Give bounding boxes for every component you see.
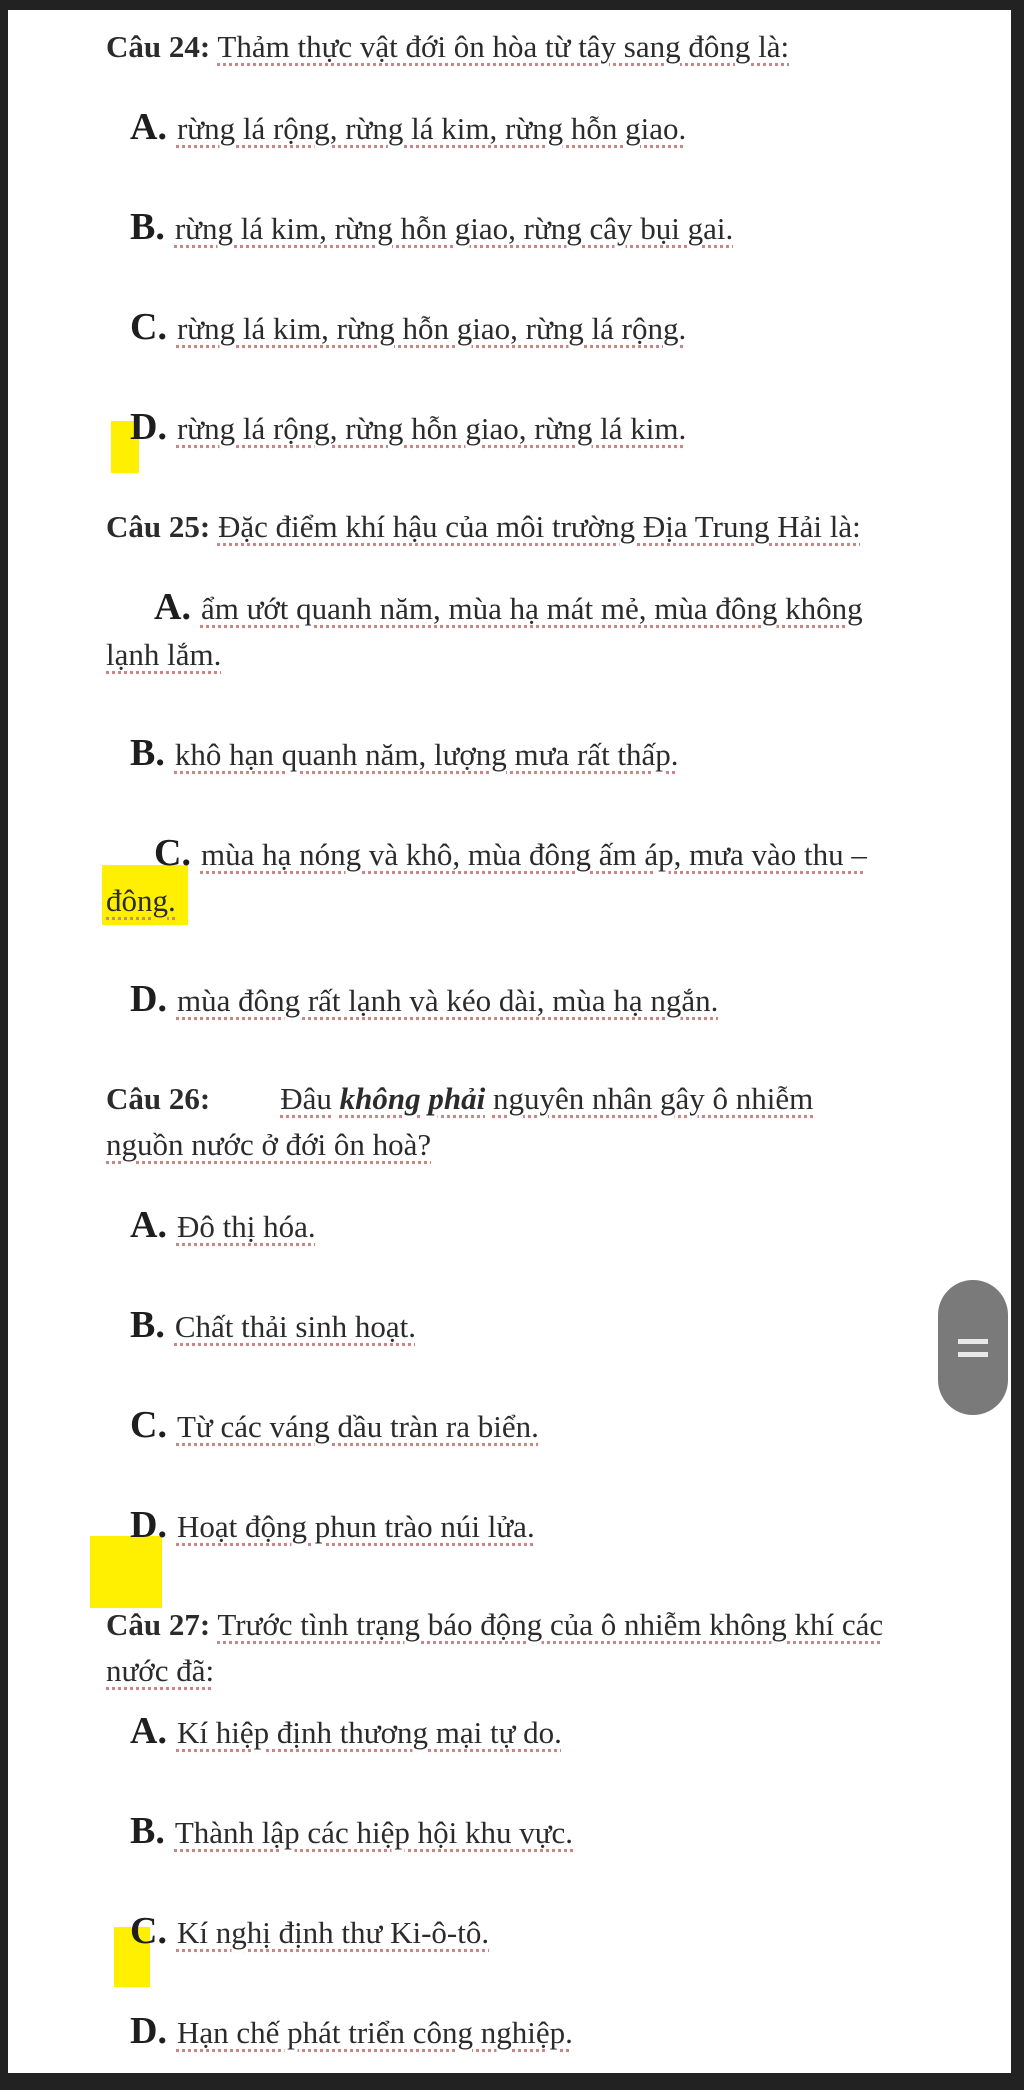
option-b <box>130 1302 886 1350</box>
option-letter: D. <box>130 2010 167 2052</box>
option-text: rừng lá rộng, rừng lá kim, rừng hỗn giao. <box>176 111 687 146</box>
option-d <box>130 1502 886 1550</box>
option-text: Chất thải sinh hoạt. <box>174 1309 416 1344</box>
option-letter: A. <box>154 586 191 628</box>
option-letter: B. <box>130 206 165 248</box>
scrollbar-thumb[interactable] <box>938 1280 1008 1415</box>
question-number: Câu 24: <box>106 29 211 64</box>
option-a <box>106 584 886 678</box>
question-27 <box>106 1602 886 2056</box>
option-d <box>130 2008 886 2056</box>
question-text: Trước tình trạng báo động của ô nhiễm không khí các nước đã: <box>106 1607 884 1688</box>
option-a <box>130 104 886 152</box>
question-stem <box>106 1076 886 1168</box>
option-a <box>130 1202 886 1250</box>
option-text: Hoạt động phun trào núi lửa. <box>176 1509 535 1544</box>
option-letter: B. <box>130 1810 165 1852</box>
option-text: Thành lập các hiệp hội khu vực. <box>174 1815 574 1850</box>
question-text: Thảm thực vật đới ôn hòa từ tây sang đông là: <box>217 29 790 64</box>
option-letter: D. <box>130 978 167 1020</box>
option-text: rừng lá kim, rừng hỗn giao, rừng lá rộng. <box>176 311 687 346</box>
option-letter: B. <box>130 732 165 774</box>
option-c <box>130 1402 886 1450</box>
option-text: Hạn chế phát triển công nghiệp. <box>176 2015 573 2050</box>
option-text: mùa hạ nóng và khô, mùa đông ấm áp, mưa vào thu – đông. <box>106 837 867 918</box>
question-stem <box>106 504 886 550</box>
option-letter: C. <box>130 1404 167 1446</box>
document-content <box>106 24 886 2073</box>
option-d <box>130 404 886 452</box>
option-a <box>130 1708 886 1756</box>
option-c <box>106 830 886 924</box>
question-number: Câu 27: <box>106 1607 211 1642</box>
option-text: rừng lá kim, rừng hỗn giao, rừng cây bụi gai. <box>174 211 734 246</box>
option-letter: B. <box>130 1304 165 1346</box>
grip-lines-icon <box>958 1339 988 1357</box>
option-c <box>130 304 886 352</box>
option-text: Kí nghị định thư Ki-ô-tô. <box>176 1915 490 1950</box>
question-26 <box>106 1076 886 1550</box>
option-d <box>130 976 886 1024</box>
question-text-after: nguyên nhân gây ô nhiễm nguồn nước ở đới ôn hoà? <box>106 1081 814 1162</box>
option-letter: D. <box>130 1504 167 1546</box>
question-stem <box>106 1602 886 1694</box>
question-24 <box>106 24 886 452</box>
question-text-emphasis: không phải <box>339 1081 486 1116</box>
option-b <box>130 730 886 778</box>
option-text: ẩm ướt quanh năm, mùa hạ mát mẻ, mùa đông không lạnh lắm. <box>106 591 863 672</box>
option-text: Đô thị hóa. <box>176 1209 316 1244</box>
option-letter: A. <box>130 1710 167 1752</box>
option-letter: A. <box>130 106 167 148</box>
option-text: rừng lá rộng, rừng hỗn giao, rừng lá kim. <box>176 411 687 446</box>
option-b <box>130 204 886 252</box>
question-stem <box>106 24 886 70</box>
question-text-before: Đâu <box>280 1081 332 1116</box>
option-letter: A. <box>130 1204 167 1246</box>
option-text: khô hạn quanh năm, lượng mưa rất thấp. <box>174 737 679 772</box>
option-letter: C. <box>154 832 191 874</box>
option-letter: D. <box>130 406 167 448</box>
question-number: Câu 25: <box>106 509 211 544</box>
option-text: Kí hiệp định thương mại tự do. <box>176 1715 562 1750</box>
option-text: mùa đông rất lạnh và kéo dài, mùa hạ ngắn. <box>176 983 719 1018</box>
question-25 <box>106 504 886 1024</box>
option-b <box>130 1808 886 1856</box>
document-page <box>8 10 1011 2073</box>
option-letter: C. <box>130 1910 167 1952</box>
option-c <box>130 1908 886 1956</box>
option-letter: C. <box>130 306 167 348</box>
question-number: Câu 26: <box>106 1081 211 1116</box>
option-text: Từ các váng dầu tràn ra biển. <box>176 1409 539 1444</box>
question-text: Đặc điểm khí hậu của môi trường Địa Trung Hải là: <box>217 509 861 544</box>
